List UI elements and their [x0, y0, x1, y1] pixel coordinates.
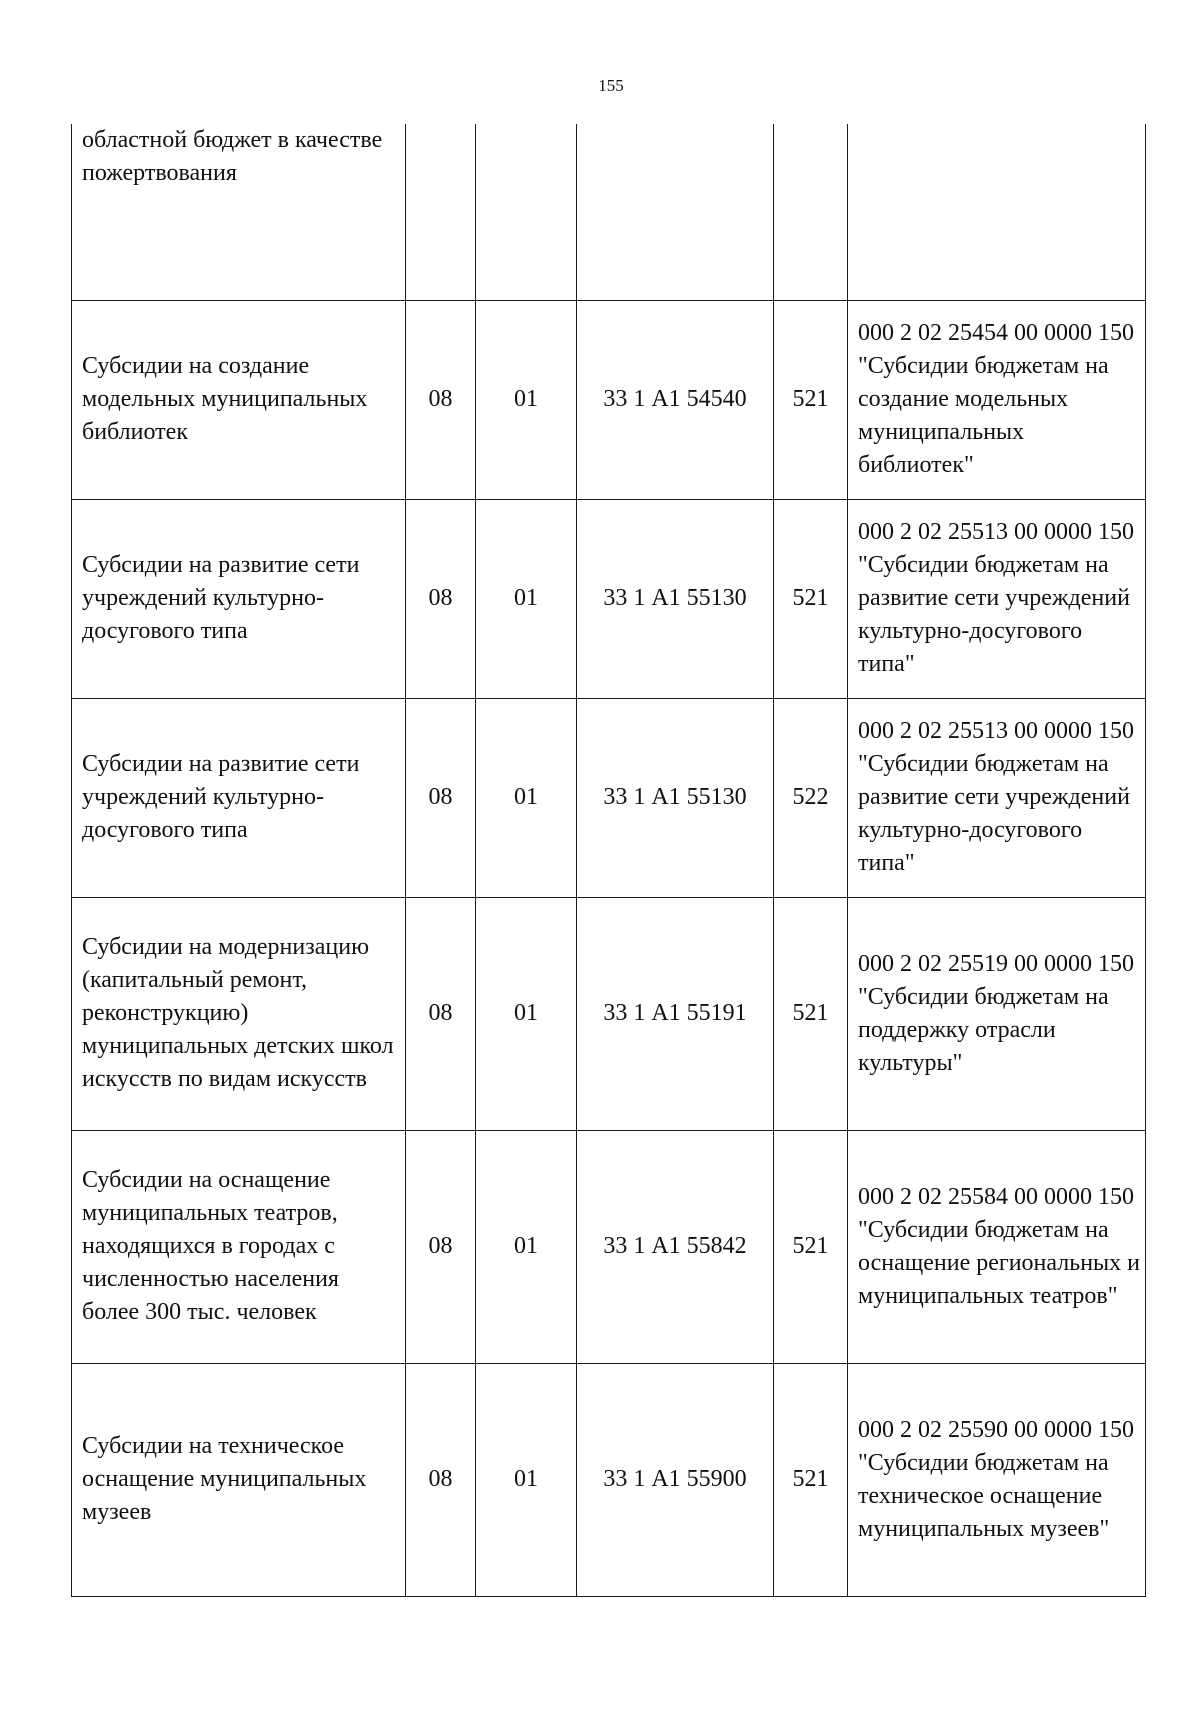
revenue-code-cell: 000 2 02 25519 00 0000 150 "Субсидии бюджетам на поддержку отрасли культуры" — [848, 897, 1146, 1130]
target-article-cell: 33 1 А1 55842 — [577, 1130, 774, 1363]
section-cell — [406, 124, 476, 300]
subsection-cell: 01 — [476, 698, 577, 897]
expense-type-cell: 521 — [774, 897, 848, 1130]
table-row — [72, 1363, 1146, 1596]
revenue-code-cell: 000 2 02 25513 00 0000 150 "Субсидии бюджетам на развитие сети учреждений культурно-досугового типа" — [848, 499, 1146, 698]
subsection-cell: 01 — [476, 300, 577, 499]
page-number: 155 — [598, 76, 624, 95]
expense-name-cell: Субсидии на развитие сети учреждений культурно-досугового типа — [72, 698, 406, 897]
expense-name-cell: Субсидии на модернизацию (капитальный ремонт, реконструкцию) муниципальных детских школ искусств по видам искусств — [72, 897, 406, 1130]
subsection-cell: 01 — [476, 897, 577, 1130]
subsection-cell: 01 — [476, 1363, 577, 1596]
expense-type-cell — [774, 124, 848, 300]
section-cell: 08 — [406, 698, 476, 897]
expense-type-cell: 521 — [774, 300, 848, 499]
target-article-cell: 33 1 А1 55900 — [577, 1363, 774, 1596]
target-article-cell: 33 1 А1 55130 — [577, 499, 774, 698]
budget-table — [71, 124, 1146, 1597]
table-row — [72, 300, 1146, 499]
expense-name-cell: Субсидии на техническое оснащение муниципальных музеев — [72, 1363, 406, 1596]
expense-type-cell: 522 — [774, 698, 848, 897]
target-article-cell — [577, 124, 774, 300]
target-article-cell: 33 1 А1 55191 — [577, 897, 774, 1130]
subsection-cell: 01 — [476, 499, 577, 698]
section-cell: 08 — [406, 300, 476, 499]
section-cell: 08 — [406, 1130, 476, 1363]
expense-type-cell: 521 — [774, 1363, 848, 1596]
section-cell: 08 — [406, 499, 476, 698]
expense-name-cell: Субсидии на развитие сети учреждений культурно-досугового типа — [72, 499, 406, 698]
table-row — [72, 897, 1146, 1130]
table-row — [72, 698, 1146, 897]
revenue-code-cell: 000 2 02 25590 00 0000 150 "Субсидии бюджетам на техническое оснащение муниципальных музеев" — [848, 1363, 1146, 1596]
revenue-code-cell: 000 2 02 25454 00 0000 150 "Субсидии бюджетам на создание модельных муниципальных библиотек" — [848, 300, 1146, 499]
revenue-code-cell: 000 2 02 25584 00 0000 150 "Субсидии бюджетам на оснащение региональных и муниципальных театров" — [848, 1130, 1146, 1363]
subsection-cell: 01 — [476, 1130, 577, 1363]
expense-type-cell: 521 — [774, 1130, 848, 1363]
expense-name-cell: Субсидии на создание модельных муниципальных библиотек — [72, 300, 406, 499]
section-cell: 08 — [406, 1363, 476, 1596]
section-cell: 08 — [406, 897, 476, 1130]
table-row — [72, 1130, 1146, 1363]
target-article-cell: 33 1 А1 54540 — [577, 300, 774, 499]
table-row — [72, 499, 1146, 698]
revenue-code-cell: 000 2 02 25513 00 0000 150 "Субсидии бюджетам на развитие сети учреждений культурно-досугового типа" — [848, 698, 1146, 897]
subsection-cell — [476, 124, 577, 300]
expense-name-cell: Субсидии на оснащение муниципальных театров, находящихся в городах с численностью населения более 300 тыс. человек — [72, 1130, 406, 1363]
revenue-code-cell — [848, 124, 1146, 300]
table-row — [72, 124, 1146, 300]
target-article-cell: 33 1 А1 55130 — [577, 698, 774, 897]
expense-name-cell: областной бюджет в качестве пожертвования — [72, 124, 406, 300]
expense-type-cell: 521 — [774, 499, 848, 698]
